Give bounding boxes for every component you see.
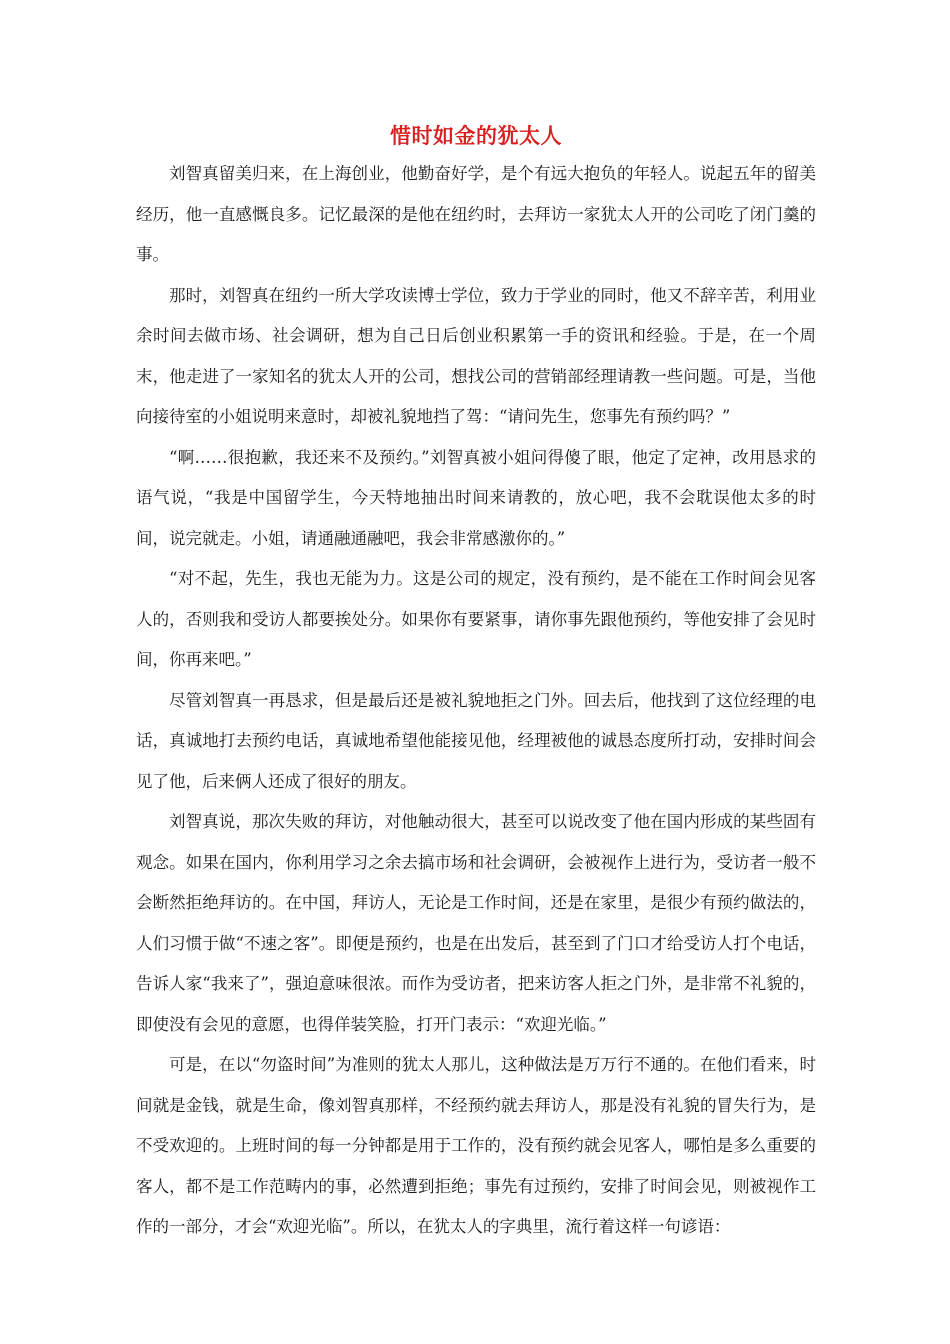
paragraph-1: 刘智真留美归来，在上海创业，他勤奋好学，是个有远大抱负的年轻人。说起五年的留美经历，他一直感慨良多。记忆最深的是他在纽约时，去拜访一家犹太人开的公司吃了闭门羹的事。 xyxy=(136,164,816,264)
paragraph-2: 那时，刘智真在纽约一所大学攻读博士学位，致力于学业的同时，他又不辞辛苦，利用业余时间去做市场、社会调研，想为自己日后创业积累第一手的资讯和经验。于是，在一个周末，他走进了一家知名的犹太人开的公司，想找公司的营销部经理请教一些问题。可是，当他向接待室的小姐说明来意时，却被礼貌地挡了驾：“请问先生，您事先有预约吗？” xyxy=(136,285,816,426)
article-title: 惜时如金的犹太人 xyxy=(390,123,562,148)
document-page xyxy=(136,118,816,1248)
paragraph-7: 可是，在以“勿盗时间”为准则的犹太人那儿，这种做法是万万行不通的。在他们看来，时间就是金钱，就是生命，像刘智真那样，不经预约就去拜访人，那是没有礼貌的冒失行为，是不受欢迎的。上班时间的每一分钟都是用于工作的，没有预约就会见客人，哪怕是多么重要的客人，都不是工作范畴内的事，必然遭到拒绝；事先有过预约，安排了时间会见，则被视作工作的一部分，才会“欢迎光临”。所以，在犹太人的字典里，流行着这样一句谚语： xyxy=(136,1055,816,1236)
paragraph-4: “对不起，先生，我也无能为力。这是公司的规定，没有预约，是不能在工作时间会见客人的，否则我和受访人都要挨处分。如果你有要紧事，请你事先跟他预约，等他安排了会见时间，你再来吧。” xyxy=(136,569,816,669)
paragraph-6: 刘智真说，那次失败的拜访，对他触动很大，甚至可以说改变了他在国内形成的某些固有观念。如果在国内，你利用学习之余去搞市场和社会调研，会被视作上进行为，受访者一般不会断然拒绝拜访的。在中国，拜访人，无论是工作时间，还是在家里，是很少有预约做法的，人们习惯于做“不速之客”。即便是预约，也是在出发后，甚至到了门口才给受访人打个电话，告诉人家“我来了”，强迫意味很浓。而作为受访者，把来访客人拒之门外，是非常不礼貌的，即使没有会见的意愿，也得佯装笑脸，打开门表示：“欢迎光临。” xyxy=(136,812,816,1034)
paragraph-3: “啊……很抱歉，我还来不及预约。”刘智真被小姐问得傻了眼，他定了定神，改用恳求的语气说，“我是中国留学生，今天特地抽出时间来请教的，放心吧，我不会耽误他太多的时间，说完就走。小姐，请通融通融吧，我会非常感激你的。” xyxy=(136,447,816,548)
paragraph-5: 尽管刘智真一再恳求，但是最后还是被礼貌地拒之门外。回去后，他找到了这位经理的电话，真诚地打去预约电话，真诚地希望他能接见他，经理被他的诚恳态度所打动，安排时间会见了他，后来俩人还成了很好的朋友。 xyxy=(136,690,816,791)
